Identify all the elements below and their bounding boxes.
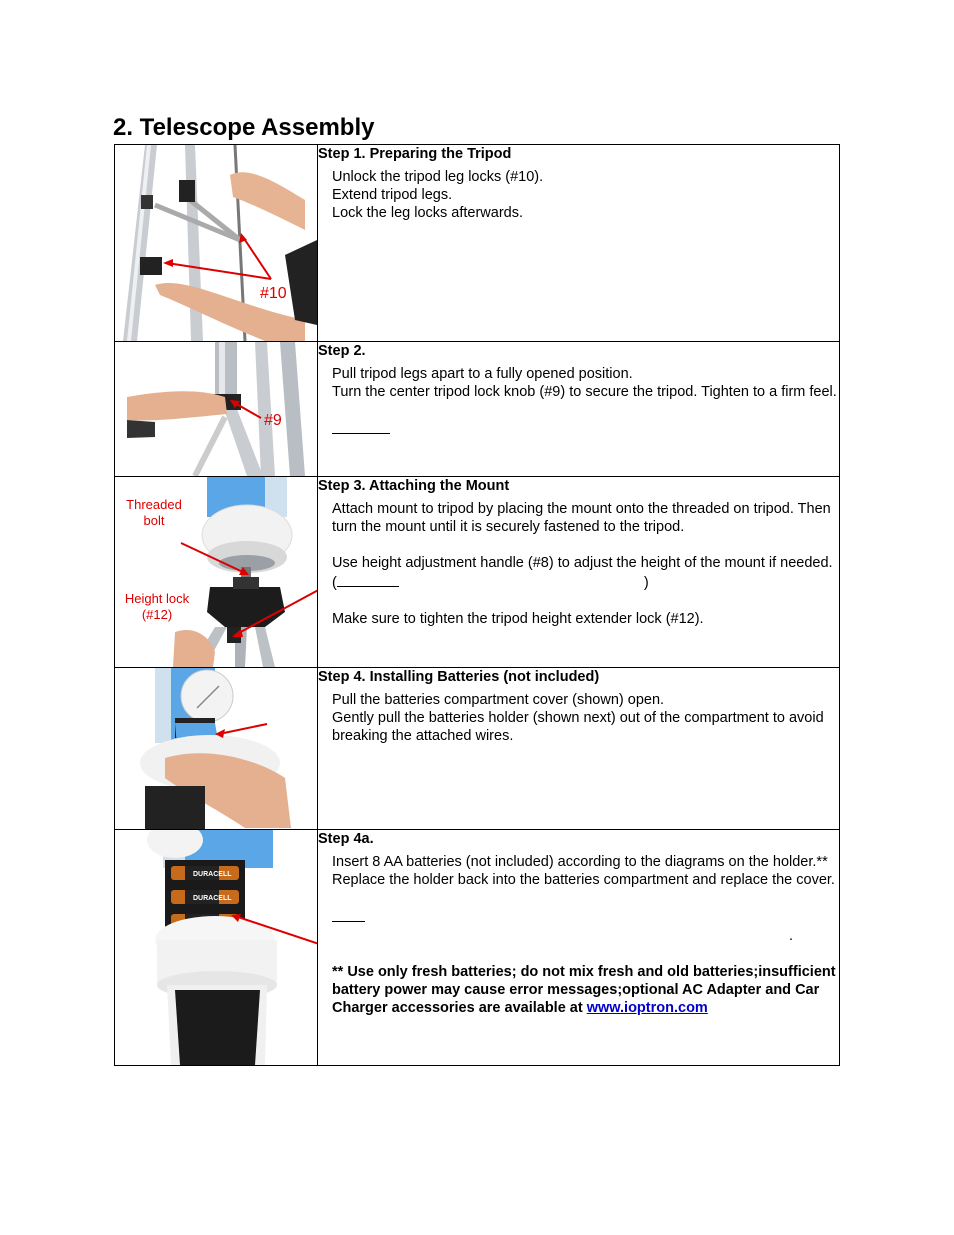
step-4a-row xyxy=(115,830,840,1066)
battery-holder-illustration xyxy=(115,830,317,1065)
step-4a-image xyxy=(115,830,318,1066)
step-2-line: Turn the center tripod lock knob (#9) to secure the tripod. Tighten to a firm feel. xyxy=(332,384,837,400)
redacted-underline xyxy=(332,907,365,922)
step-4a-line: Replace the holder back into the batteries compartment and replace the cover. xyxy=(332,872,835,888)
ioptron-website-link[interactable]: www.ioptron.com xyxy=(586,1000,708,1016)
threaded-bolt-callout: Threaded bolt xyxy=(126,497,182,528)
center-knob-callout: #9 xyxy=(264,412,282,429)
redacted-underline xyxy=(337,572,399,587)
battery-brand-label: DURACELL xyxy=(193,871,232,878)
step-4-line: Pull the batteries compartment cover (shown) open. xyxy=(332,692,665,708)
stray-period: . xyxy=(788,928,793,944)
step-4-image xyxy=(115,668,318,830)
step-4a-heading: Step 4a. xyxy=(318,831,374,847)
step-1-line: Lock the leg locks afterwards. xyxy=(332,205,524,221)
step-3-image xyxy=(115,477,318,668)
step-3-paragraph: Make sure to tighten the tripod height extender lock (#12). xyxy=(332,611,704,627)
leg-lock-callout: #10 xyxy=(260,285,287,302)
tripod-center-knob-illustration xyxy=(115,342,317,476)
battery-warning xyxy=(318,963,839,1017)
step-3-heading: Step 3. Attaching the Mount xyxy=(318,478,510,494)
step-3-close-paren: ) xyxy=(643,575,649,591)
step-1-row xyxy=(115,145,840,342)
step-2-line: Pull tripod legs apart to a fully opened position. xyxy=(332,366,633,382)
step-3-paragraph xyxy=(318,554,839,592)
step-3-paragraph: Attach mount to tripod by placing the mount onto the threaded on tripod. Then turn the mount until it is securely fastened to the tripod. xyxy=(332,501,831,535)
step-1-line: Extend tripod legs. xyxy=(332,187,453,203)
step-4a-line: Insert 8 AA batteries (not included) according to the diagrams on the holder.** xyxy=(332,854,828,870)
redacted-underline xyxy=(332,419,390,434)
step-3-height-text: Use height adjustment handle (#8) to adjust the height of the mount if needed. ( xyxy=(332,555,833,591)
battery-brand-label: DURACELL xyxy=(193,895,232,902)
step-4-text xyxy=(318,668,840,830)
step-1-line: Unlock the tripod leg locks (#10). xyxy=(332,169,544,185)
battery-warning-text: ** Use only fresh batteries; do not mix fresh and old batteries;insufficient battery power may cause error messages;optional AC Adapter and Car Charger accessories are available at xyxy=(332,964,836,1016)
assembly-steps-table xyxy=(114,144,840,1066)
height-lock-callout: Height lock (#12) xyxy=(124,591,190,622)
battery-cover-illustration xyxy=(115,668,317,829)
step-4-heading: Step 4. Installing Batteries (not included) xyxy=(318,669,600,685)
page-title: 2. Telescope Assembly xyxy=(113,114,375,141)
step-2-image xyxy=(115,342,318,477)
step-3-row xyxy=(115,477,840,668)
step-1-heading: Step 1. Preparing the Tripod xyxy=(318,146,512,162)
step-4-line: Gently pull the batteries holder (shown next) out of the compartment to avoid breaking the attached wires. xyxy=(332,710,824,744)
step-2-text xyxy=(318,342,840,477)
step-1-text xyxy=(318,145,840,342)
step-2-row xyxy=(115,342,840,477)
step-4a-text xyxy=(318,830,840,1066)
step-1-image xyxy=(115,145,318,342)
step-4-row xyxy=(115,668,840,830)
tripod-legs-illustration xyxy=(115,145,317,341)
step-3-text xyxy=(318,477,840,668)
step-2-heading: Step 2. xyxy=(318,343,366,359)
